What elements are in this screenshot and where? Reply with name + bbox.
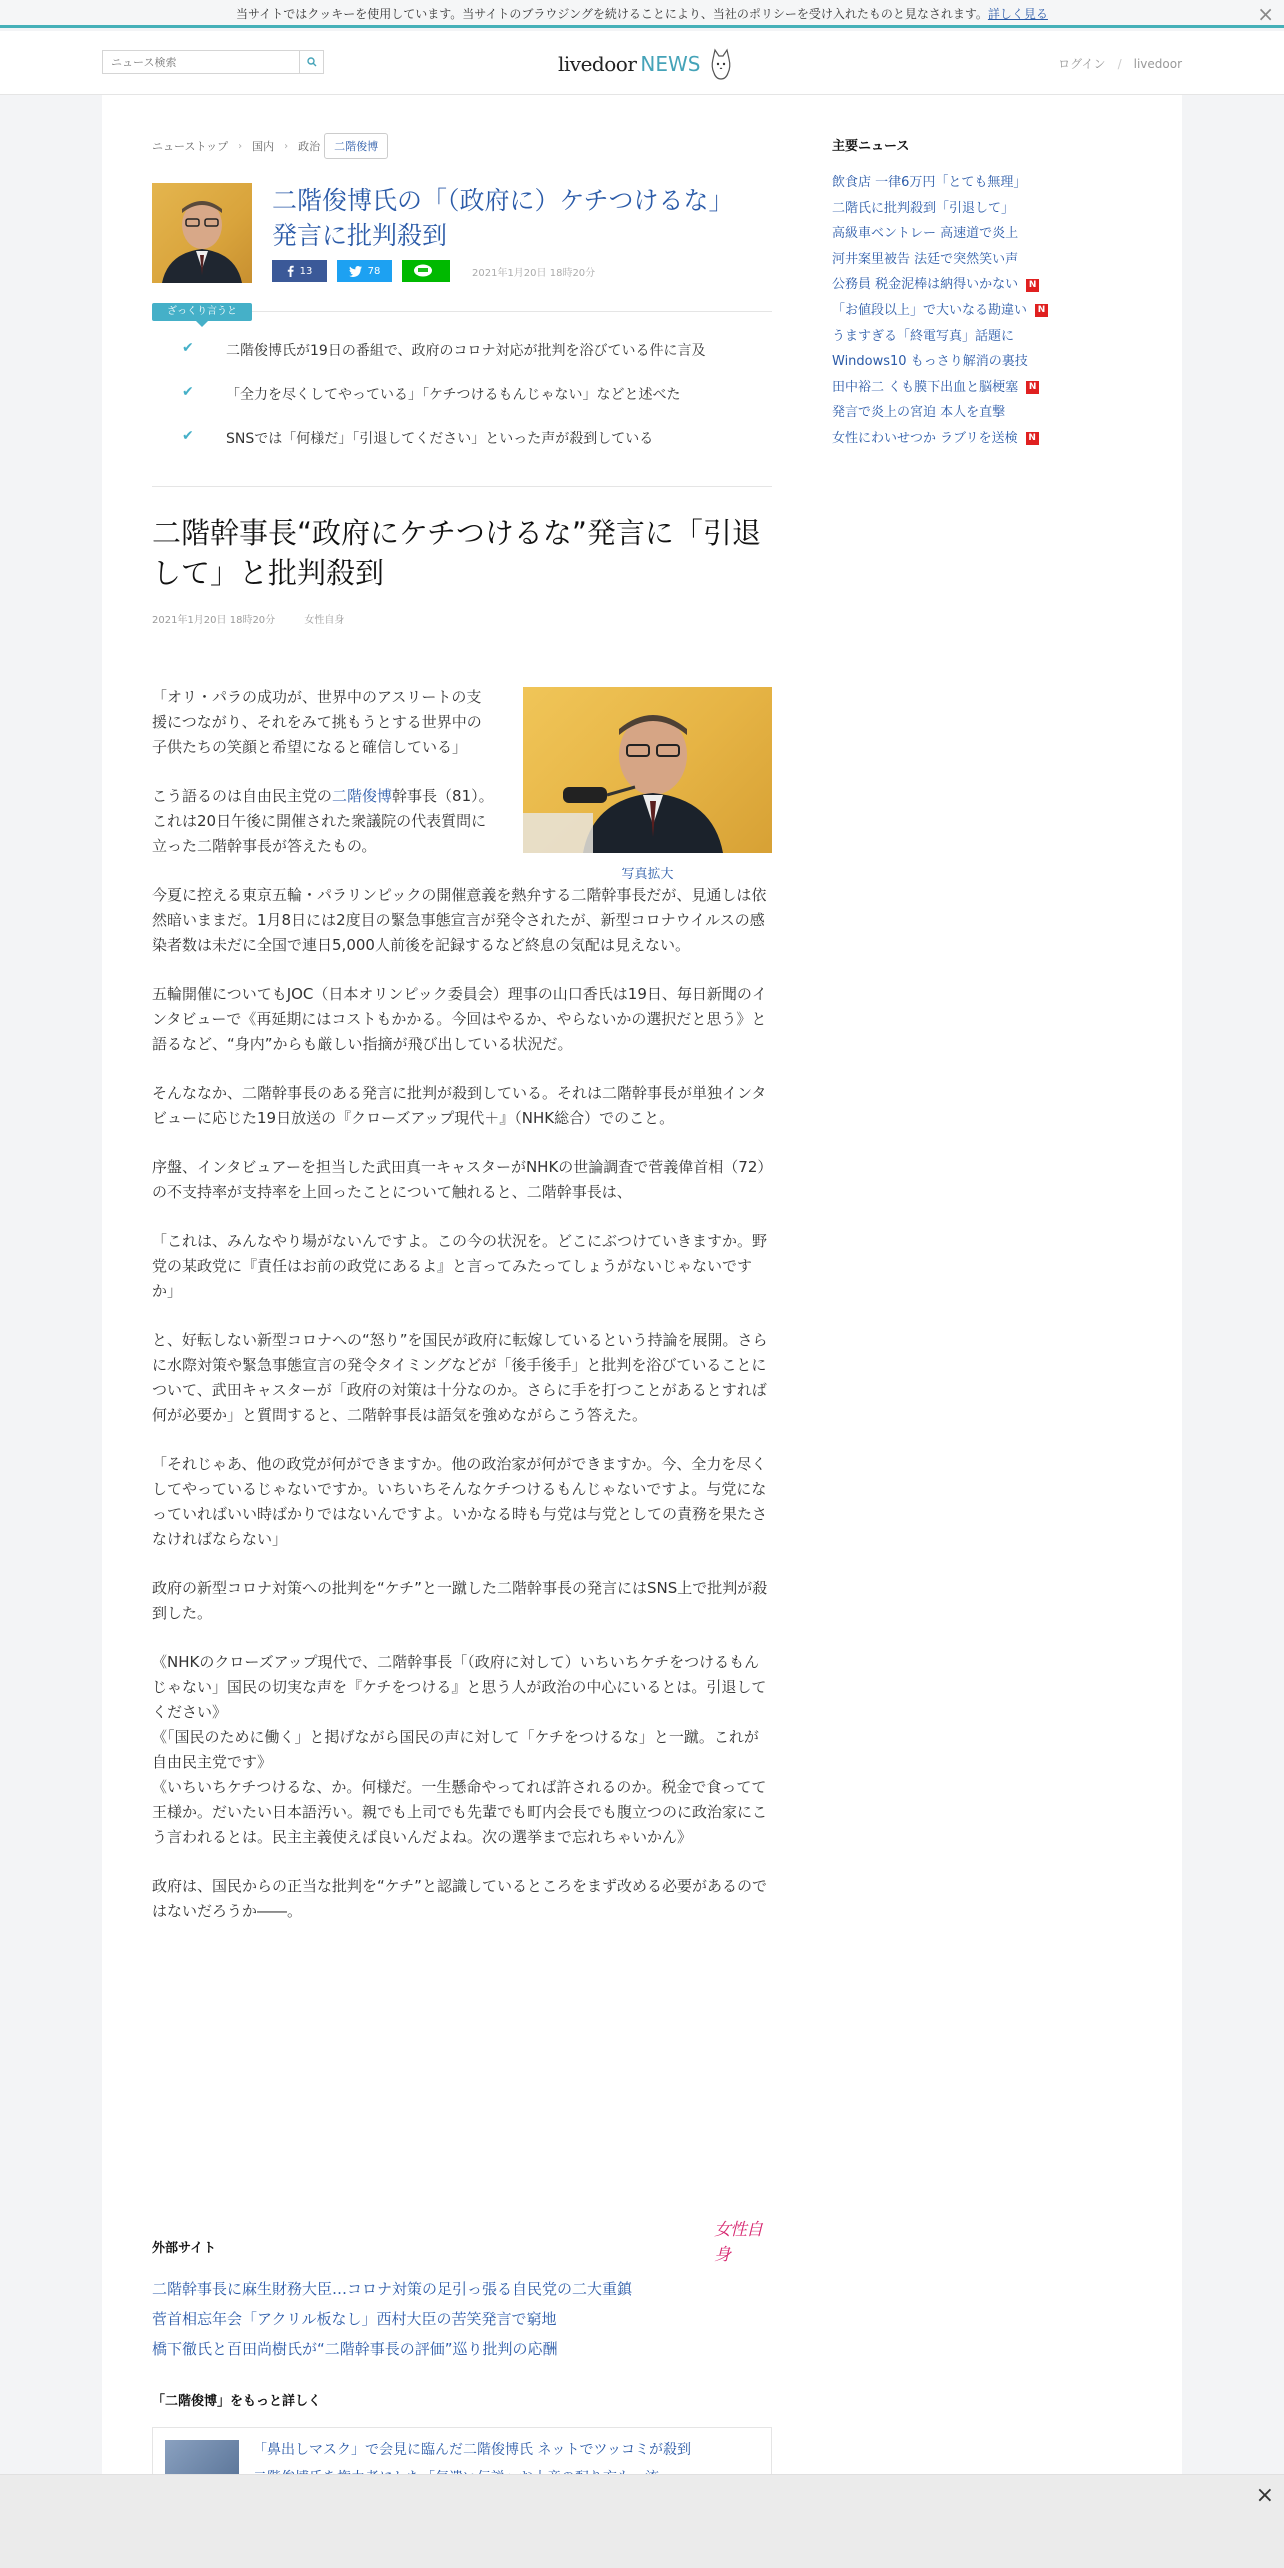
more-about-title: 「二階俊博」をもっと詳しく — [152, 2394, 322, 2409]
search-input[interactable] — [103, 52, 299, 74]
new-badge: N — [1026, 432, 1039, 445]
article-paragraph: そんななか、二階幹事長のある発言に批判が殺到している。それは二階幹事長が単独インタビューに応じた19日放送の『クローズアップ現代＋』（NHK総合）でのこと。 — [152, 1084, 767, 1127]
share-buttons — [272, 260, 595, 282]
facebook-share-count: 13 — [299, 265, 313, 277]
site-header — [0, 31, 1284, 95]
article-paragraph: 《NHKのクローズアップ現代で、二階幹事長「（政府に対して）いちいちケチをつけるもんじゃない」国民の切実な声を『ケチをつける』と思う人が政治の中心にいるとは。引退してください》 — [152, 1653, 767, 1721]
list-item — [832, 170, 1132, 196]
main-news-link[interactable]: 公務員 税金泥棒は納得いかない — [832, 277, 1019, 293]
summary-point-text: 二階俊博氏が19日の番組で、政府のコロナ対応が批判を浴びている件に言及 — [226, 343, 706, 359]
line-icon — [413, 264, 433, 278]
portrait-image — [152, 183, 252, 283]
article-title: 二階幹事長“政府にケチつけるな”発言に「引退して」と批判殺到 — [152, 516, 761, 590]
related-link[interactable]: 「鼻出しマスク」で会見に臨んだ二階俊博氏 ネットでツッコミが殺到 — [253, 2442, 692, 2458]
main-news-list — [832, 170, 1132, 452]
main-news-link[interactable]: Windows10 もっさり解消の裏技 — [832, 354, 1028, 370]
summary-point-text: 「全力を尽くしてやっている」「ケチつけるもんじゃない」などと述べた — [226, 387, 681, 403]
breadcrumb-politics[interactable]: 政治 — [298, 140, 321, 153]
main-news-link[interactable]: 飲食店 一律6万円「とても無理」 — [832, 175, 1027, 190]
article-text: こう語るのは自由民主党の — [152, 787, 333, 805]
livedoor-link[interactable]: livedoor — [1133, 57, 1182, 71]
external-links-list — [152, 2274, 772, 2364]
list-item — [832, 324, 1132, 350]
search-button[interactable] — [299, 51, 323, 73]
twitter-share-button[interactable] — [337, 260, 392, 282]
main-container — [102, 95, 1182, 2475]
summary-point — [182, 384, 772, 428]
josei-jishin-logo[interactable]: 女性自身 — [714, 2220, 762, 2265]
article-paragraph: 五輪開催についてもJOC（日本オリンピック委員会）理事の山口香氏は19日、毎日新聞のインタビューで《再延期にはコストもかかる。今回はやるか、やらないかの選択だと思う》と語るなど、“身内”からも厳しい指摘が飛び出している状況だ。 — [152, 985, 767, 1053]
article-paragraph: 今夏に控える東京五輪・パラリンピックの開催意義を熱弁する二階幹事長だが、見通しは依然暗いままだ。1月8日には2度目の緊急事態宣言が発令されたが、新型コロナウイルスの感染者数は未だに全国で連日5,000人前後を記録するなど終息の気配は見えない。 — [152, 886, 767, 954]
list-item — [832, 426, 1132, 452]
article-text: 幹事長（81）。これは20日午後に開催された衆議院の代表質問に立った二階幹事長が答えたもの。 — [152, 787, 494, 855]
login-link[interactable]: ログイン — [1058, 57, 1106, 71]
article-paragraph: 「これは、みんなやり場がないんですよ。この今の状況を。どこにぶつけていきますか。野党の某政党に『責任はお前の政党にあるよ』と言ってみたってしょうがないじゃないですか」 — [152, 1232, 768, 1300]
article-paragraph: 政府の新型コロナ対策への批判を“ケチ”と一蹴した二階幹事長の発言にはSNS上で批判が殺到した。 — [152, 1579, 768, 1622]
summary-point — [182, 428, 772, 472]
main-news-link[interactable]: 高級車ベントレー 高速道で炎上 — [832, 226, 1019, 242]
cookie-banner — [0, 0, 1284, 28]
main-news-link[interactable]: 田中裕二 くも膜下出血と脳梗塞 — [832, 379, 1019, 395]
new-badge: N — [1035, 304, 1048, 317]
article-paragraph: 《いちいちケチつけるな、か。何様だ。一生懸命やってれば許されるのか。税金で食ってて王様か。だいたい日本語汚い。親でも上司でも先輩でも町内会長でも腹立つのに政治家にこう言われるとは。民主主義使えば良いんだよね。次の選挙まで忘れちゃいかん》 — [152, 1778, 768, 1846]
summary-list — [182, 340, 772, 472]
cat-mascot-icon — [708, 47, 734, 81]
cookie-close-button[interactable]: × — [1257, 2, 1274, 26]
cookie-text: 当サイトではクッキーを使用しています。当サイトのブラウジングを続けることにより、当社のポリシーを受け入れたものと見なされます。 — [236, 7, 988, 21]
header-separator: / — [1117, 57, 1122, 71]
close-icon[interactable]: × — [1255, 2483, 1274, 2508]
main-news-link[interactable]: 発言で炎上の宮迫 本人を直撃 — [832, 405, 1006, 421]
new-badge: N — [1026, 279, 1039, 292]
logo-text: livedoor — [558, 52, 637, 76]
chevron-right-icon: › — [284, 140, 289, 152]
cookie-details-link[interactable]: 詳しく見る — [987, 7, 1048, 21]
list-item — [832, 196, 1132, 222]
list-item — [832, 298, 1132, 324]
nikai-keyword-link[interactable]: 二階俊博 — [332, 787, 393, 805]
article-date: 2021年1月20日 18時20分 — [152, 615, 276, 626]
check-icon: ✔ — [182, 340, 194, 356]
list-item — [832, 375, 1132, 401]
new-badge: N — [1026, 381, 1039, 394]
breadcrumb-topic-tag[interactable]: 二階俊博 — [324, 133, 388, 159]
bottom-ad-overlay — [0, 2474, 1284, 2568]
search-icon — [307, 57, 317, 67]
summary-point — [182, 340, 772, 384]
summary-badge: ざっくり言うと — [152, 303, 252, 321]
logo-news-text: NEWS — [640, 52, 701, 76]
list-item — [152, 2334, 772, 2364]
chevron-right-icon: › — [238, 140, 243, 152]
header-links — [1058, 55, 1182, 72]
facebook-icon — [287, 265, 294, 277]
article-source: 女性自身 — [304, 615, 345, 626]
list-item — [152, 2274, 772, 2304]
livedoor-news-logo[interactable] — [558, 47, 734, 81]
list-item — [832, 400, 1132, 426]
breadcrumb-domestic[interactable]: 国内 — [252, 140, 275, 153]
article-paragraph: 「それじゃあ、他の政党が何ができますか。他の政治家が何ができますか。今、全力を尽くしてやっているじゃないですか。いちいちそんなケチつけるもんじゃないですよ。与党になっていればいい時ばかりではないんですよ。いかなる時も与党は与党としての責務を果たさなければならない」 — [152, 1455, 768, 1548]
list-item — [832, 221, 1132, 247]
breadcrumb-news-top[interactable]: ニューストップ — [152, 140, 229, 153]
article-paragraph: 「オリ・パラの成功が、世界中のアスリートの支援につながり、それをみて挑もうとする世界中の子供たちの笑顔と希望になると確信している」 — [152, 688, 482, 756]
main-news-link[interactable]: 二階氏に批判殺到「引退して」 — [832, 200, 1015, 216]
list-item — [832, 272, 1132, 298]
article-paragraph: と、好転しない新型コロナへの“怒り”を国民が政府に転嫁しているという持論を展開。さらに水際対策や緊急事態宣言の発令タイミングなどが「後手後手」と批判を浴びていることについて、武田キャスターが「政府の対策は十分なのか。さらに手を打つことがあるとすれば何が必要か」と質問すると、二階幹事長は語気を強めながらこう答えた。 — [152, 1331, 768, 1424]
list-item — [832, 349, 1132, 375]
summary-divider-bottom — [152, 486, 772, 487]
headline-title[interactable]: 二階俊博氏の「（政府に）ケチつけるな」発言に批判殺到 — [272, 186, 734, 250]
article-paragraph — [152, 784, 496, 859]
twitter-share-count: 78 — [367, 265, 381, 277]
external-sites — [152, 2237, 772, 2364]
external-sites-title: 外部サイト — [152, 2241, 217, 2256]
list-item — [832, 247, 1132, 273]
sidebar-title: 主要ニュース — [832, 139, 910, 154]
external-link[interactable]: 菅首相忘年会「アクリル板なし」西村大臣の苦笑発言で窮地 — [152, 2310, 557, 2328]
check-icon: ✔ — [182, 384, 194, 400]
summary-point-text: SNSでは「何様だ」「引退してください」といった声が殺到している — [226, 431, 654, 447]
main-news-link[interactable]: うますぎる「終電写真」話題に — [832, 328, 1015, 344]
breadcrumb — [152, 133, 388, 159]
external-link[interactable]: 二階幹事長に麻生財務大臣…コロナ対策の足引っ張る自民党の二大重鎮 — [152, 2280, 633, 2298]
sidebar-main-news — [832, 135, 1132, 452]
check-icon: ✔ — [182, 428, 194, 444]
article-body — [152, 685, 772, 1948]
line-share-button[interactable] — [402, 260, 450, 282]
headline-block — [152, 183, 772, 283]
twitter-icon — [349, 266, 362, 277]
article-meta — [152, 611, 370, 626]
search-box — [102, 50, 324, 74]
photo-enlarge-link[interactable]: 写真拡大 — [621, 867, 674, 882]
main-news-link[interactable]: 「お値段以上」で大いなる勘違い — [832, 302, 1028, 318]
article-paragraph: 政府は、国民からの正当な批判を“ケチ”と認識しているところをまず改める必要があるのではないだろうか――。 — [152, 1877, 767, 1920]
main-news-link[interactable]: 女性にわいせつか ラブリを送検 — [832, 430, 1018, 446]
list-item — [152, 2304, 772, 2334]
article-paragraph: 《「国民のために働く」と掲げながら国民の声に対して「ケチをつけるな」と一蹴。これが自由民主党です》 — [152, 1728, 759, 1771]
main-news-link[interactable]: 河井案里被告 法廷で突然笑い声 — [832, 251, 1019, 267]
external-link[interactable]: 橋下徹氏と百田尚樹氏が“二階幹事長の評価”巡り批判の応酬 — [152, 2340, 558, 2358]
article-paragraph: 序盤、インタビュアーを担当した武田真一キャスターがNHKの世論調査で菅義偉首相（72）の不支持率が支持率を上回ったことについて触れると、二階幹事長は、 — [152, 1158, 765, 1201]
facebook-share-button[interactable] — [272, 260, 327, 282]
headline-thumbnail[interactable] — [152, 183, 252, 283]
headline-date: 2021年1月20日 18時20分 — [472, 267, 596, 279]
